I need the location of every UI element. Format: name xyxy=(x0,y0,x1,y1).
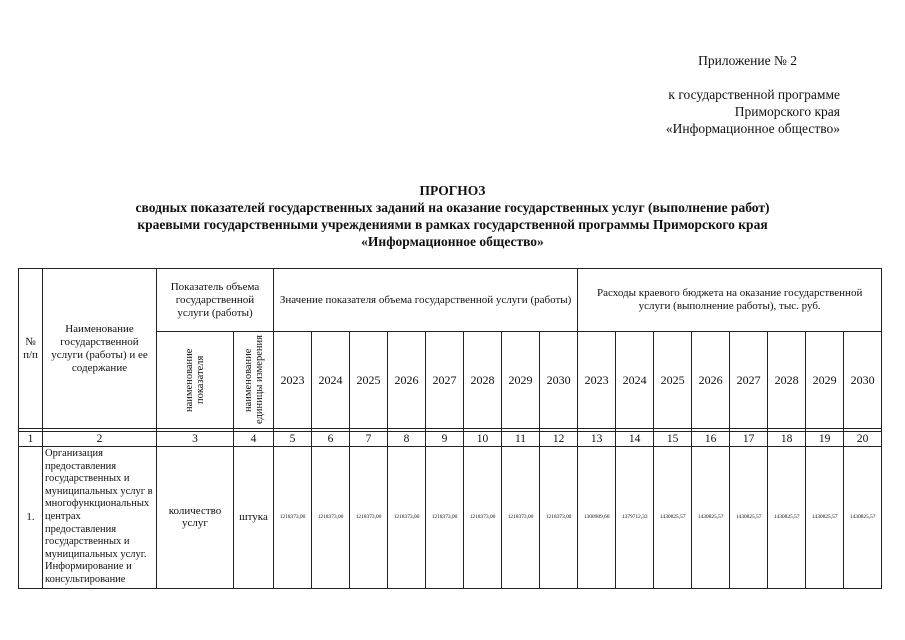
header-indicator: Показатель объема государственной услуги (работы) xyxy=(157,269,274,332)
value-2029: 1218373,00 xyxy=(502,447,540,589)
value-2025: 1218373,00 xyxy=(350,447,388,589)
expense-2029: 1430825,57 xyxy=(806,447,844,589)
expense-2025: 1430825,57 xyxy=(654,447,692,589)
col-number: 19 xyxy=(806,432,844,447)
indicator-name: количество услуг xyxy=(157,447,234,589)
expense-2024: 1379712,33 xyxy=(616,447,654,589)
year-expense-2027: 2027 xyxy=(730,332,768,429)
col-number: 17 xyxy=(730,432,768,447)
year-expense-2030: 2030 xyxy=(844,332,882,429)
appendix-number: Приложение № 2 xyxy=(698,53,797,68)
year-value-2030: 2030 xyxy=(540,332,578,429)
expense-2027: 1430825,57 xyxy=(730,447,768,589)
value-2030: 1218373,00 xyxy=(540,447,578,589)
value-2028: 1218373,00 xyxy=(464,447,502,589)
value-2024: 1218373,00 xyxy=(312,447,350,589)
appendix-line-3: «Информационное общество» xyxy=(665,121,840,136)
col-number: 3 xyxy=(157,432,234,447)
col-number: 14 xyxy=(616,432,654,447)
col-number: 13 xyxy=(578,432,616,447)
col-number: 12 xyxy=(540,432,578,447)
header-expenses: Расходы краевого бюджета на оказание государственной услуги (выполнение работы), тыс. руб. xyxy=(578,269,882,332)
col-number: 10 xyxy=(464,432,502,447)
indicator-unit: штука xyxy=(234,447,274,589)
col-number: 18 xyxy=(768,432,806,447)
expense-2030: 1430825,57 xyxy=(844,447,882,589)
col-number: 5 xyxy=(274,432,312,447)
col-number: 2 xyxy=(43,432,157,447)
header-indicator-unit: наименование единицы измерения xyxy=(234,332,274,429)
col-number: 16 xyxy=(692,432,730,447)
expense-2023: 1300909,60 xyxy=(578,447,616,589)
appendix-line-1: к государственной программе xyxy=(668,87,840,102)
col-number: 6 xyxy=(312,432,350,447)
value-2027: 1218373,00 xyxy=(426,447,464,589)
col-number: 15 xyxy=(654,432,692,447)
expense-2026: 1430825,57 xyxy=(692,447,730,589)
year-expense-2026: 2026 xyxy=(692,332,730,429)
col-number: 7 xyxy=(350,432,388,447)
col-number: 11 xyxy=(502,432,540,447)
expense-2028: 1430825,57 xyxy=(768,447,806,589)
year-value-2026: 2026 xyxy=(388,332,426,429)
header-number: № п/п xyxy=(19,269,43,429)
title-line-1: сводных показателей государственных заданий на оказание государственных услуг (выполнение работ) xyxy=(135,200,770,215)
year-value-2029: 2029 xyxy=(502,332,540,429)
header-service-name: Наименование государственной услуги (работы) и ее содержание xyxy=(43,269,157,429)
col-number: 20 xyxy=(844,432,882,447)
title-main: ПРОГНОЗ xyxy=(419,183,486,198)
col-number: 8 xyxy=(388,432,426,447)
forecast-table xyxy=(18,268,882,589)
header-values: Значение показателя объема государственной услуги (работы) xyxy=(274,269,578,332)
year-expense-2025: 2025 xyxy=(654,332,692,429)
col-number: 9 xyxy=(426,432,464,447)
header-row-1 xyxy=(19,269,882,332)
year-expense-2024: 2024 xyxy=(616,332,654,429)
year-expense-2023: 2023 xyxy=(578,332,616,429)
document-title xyxy=(0,182,905,250)
table-row xyxy=(19,447,882,589)
year-value-2028: 2028 xyxy=(464,332,502,429)
value-2026: 1218373,00 xyxy=(388,447,426,589)
col-number: 1 xyxy=(19,432,43,447)
appendix-line-2: Приморского края xyxy=(734,104,840,119)
appendix-reference xyxy=(600,86,840,137)
value-2023: 1218373,00 xyxy=(274,447,312,589)
year-expense-2029: 2029 xyxy=(806,332,844,429)
header-indicator-name: наименование показателя xyxy=(157,332,234,429)
year-expense-2028: 2028 xyxy=(768,332,806,429)
year-value-2023: 2023 xyxy=(274,332,312,429)
column-number-row xyxy=(19,432,882,447)
col-number: 4 xyxy=(234,432,274,447)
year-value-2024: 2024 xyxy=(312,332,350,429)
service-description: Организация предоставления государственных и муниципальных услуг в многофункциональных центрах предоставления государственных и муниципальных услуг. Информирование и консультирование xyxy=(43,447,157,589)
title-line-3: «Информационное общество» xyxy=(361,234,544,249)
year-value-2027: 2027 xyxy=(426,332,464,429)
title-line-2: краевыми государственными учреждениями в рамках государственной программы Приморского края xyxy=(137,217,768,232)
year-value-2025: 2025 xyxy=(350,332,388,429)
row-number: 1. xyxy=(19,447,43,589)
